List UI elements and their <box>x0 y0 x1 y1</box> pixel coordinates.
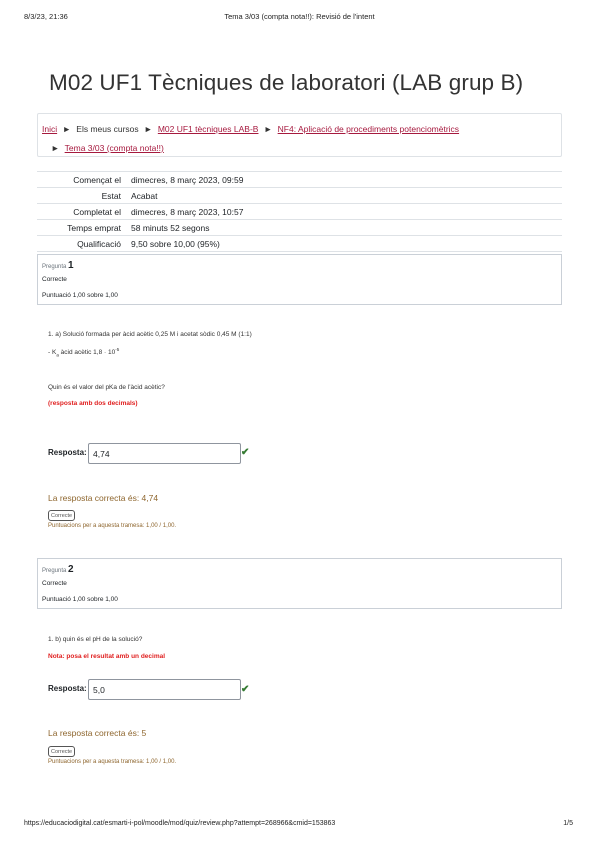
question-1-marks: Puntuacions per a aquesta tramesa: 1,00 / 1,00. <box>48 523 177 529</box>
question-2-prompt: 1. b) quin és el pH de la solució? <box>48 636 143 643</box>
breadcrumb-my-courses: Els meus cursos <box>76 124 139 134</box>
triangle-right-icon: ► <box>62 124 71 134</box>
question-state: Correcte <box>42 580 67 587</box>
question-2-emphasis: Nota: posa el resultat amb un decimal <box>48 653 166 660</box>
summary-label: Completat el <box>37 204 126 220</box>
summary-row-started <box>37 172 562 188</box>
ka-prefix: - K <box>48 349 57 357</box>
question-1-info <box>37 254 562 305</box>
breadcrumb <box>37 113 562 157</box>
print-header <box>0 10 599 24</box>
question-2-answer-label: Resposta: <box>48 684 87 693</box>
question-1-text-line2 <box>48 347 119 357</box>
question-label: Pregunta <box>42 264 67 270</box>
question-1-prompt: Quin és el valor del pKa de l'àcid acètic? <box>48 384 165 391</box>
summary-label: Començat el <box>37 172 126 188</box>
check-icon: ✔ <box>241 447 250 458</box>
print-footer <box>0 820 599 832</box>
breadcrumb-current-link[interactable]: Tema 3/03 (compta nota!!) <box>64 143 164 153</box>
summary-value: 58 minuts 52 segons <box>126 220 562 236</box>
triangle-right-icon: ► <box>51 143 60 153</box>
question-2-right-answer: La resposta correcta és: 5 <box>48 728 147 738</box>
question-1-answer-label: Resposta: <box>48 448 87 457</box>
summary-value: 9,50 sobre 10,00 (95%) <box>126 236 562 252</box>
triangle-right-icon: ► <box>263 124 273 134</box>
summary-label: Qualificació <box>37 236 126 252</box>
ka-value: àcid acètic 1,8 · 10 <box>58 349 116 357</box>
question-state: Correcte <box>42 276 67 283</box>
print-page-number: 1/5 <box>563 820 573 827</box>
question-number-value: 2 <box>68 564 74 575</box>
summary-value: dimecres, 8 març 2023, 10:57 <box>126 204 562 220</box>
question-number <box>42 260 557 271</box>
question-1-right-answer: La resposta correcta és: 4,74 <box>48 493 159 503</box>
summary-value: dimecres, 8 març 2023, 09:59 <box>126 172 562 188</box>
summary-row-completed <box>37 204 562 220</box>
ka-subscript: a <box>56 352 59 358</box>
question-label: Pregunta <box>42 568 67 574</box>
triangle-right-icon: ► <box>144 124 153 134</box>
summary-label: Estat <box>37 188 126 204</box>
question-1-correct-badge: Correcte <box>48 510 75 521</box>
ka-exponent: -5 <box>115 347 120 352</box>
question-1-text-line1: 1. a) Solució formada per àcid acètic 0,25 M i acetat sòdic 0,45 M (1:1) <box>48 331 252 338</box>
attempt-summary-table <box>37 171 562 252</box>
summary-label: Temps emprat <box>37 220 126 236</box>
print-document-title: Tema 3/03 (compta nota!!): Revisió de l'intent <box>224 12 375 21</box>
question-grade: Puntuació 1,00 sobre 1,00 <box>42 292 118 299</box>
question-1-emphasis: (resposta amb dos decimals) <box>48 400 138 407</box>
summary-row-time-taken <box>37 220 562 236</box>
question-number <box>42 564 557 575</box>
print-date: 8/3/23, 21:36 <box>24 12 68 21</box>
summary-row-state <box>37 188 562 204</box>
breadcrumb-home-link[interactable]: Inici <box>42 124 58 134</box>
breadcrumb-section-link[interactable]: NF4: Aplicació de procediments potenciomètrics <box>277 124 460 134</box>
summary-row-grade <box>37 236 562 252</box>
question-grade: Puntuació 1,00 sobre 1,00 <box>42 596 118 603</box>
question-2-info <box>37 558 562 609</box>
breadcrumb-course-link[interactable]: M02 UF1 tècniques LAB-B <box>157 124 259 134</box>
question-number-value: 1 <box>68 260 74 271</box>
print-url: https://educaciodigital.cat/esmarti-i-pol/moodle/mod/quiz/review.php?attempt=268966&cmid=153863 <box>24 820 336 827</box>
summary-value: Acabat <box>126 188 562 204</box>
check-icon: ✔ <box>241 684 250 695</box>
question-2-marks: Puntuacions per a aquesta tramesa: 1,00 / 1,00. <box>48 759 177 765</box>
question-2-answer-input[interactable] <box>88 679 241 700</box>
question-1-answer-input[interactable] <box>88 443 241 464</box>
question-2-correct-badge: Correcte <box>48 746 75 757</box>
page-title: M02 UF1 Tècniques de laboratori (LAB grup B) <box>49 70 524 95</box>
